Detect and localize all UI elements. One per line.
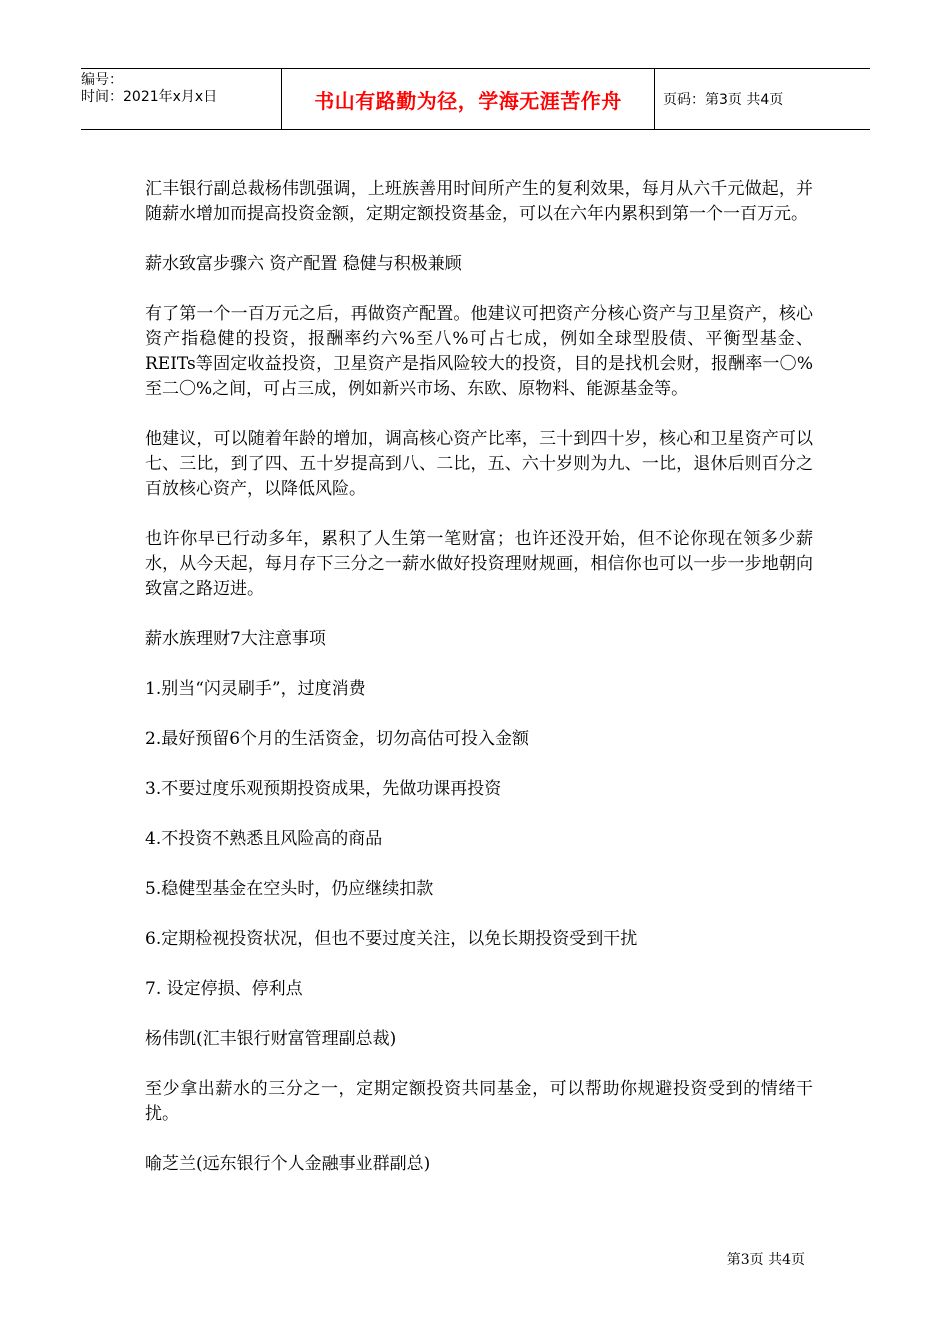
page-footer: 第3页 共4页 — [726, 1252, 805, 1268]
paragraph: 他建议，可以随着年龄的增加，调高核心资产比率，三十到四十岁，核心和卫星资产可以七、三比，到了四、五十岁提高到八、二比，五、六十岁则为九、一比，退休后则百分之百放核心资产，以降低风险。 — [145, 429, 813, 499]
list-item: 2.最好预留6个月的生活资金，切勿高估可投入金额 — [145, 729, 530, 749]
section-heading: 薪水族理财7大注意事项 — [145, 629, 326, 649]
header-date-label: 时间：2021年x月x日 — [81, 89, 218, 105]
header-page-label: 页码：第3页 共4页 — [663, 92, 784, 108]
header-meta-cell — [81, 69, 281, 129]
paragraph: 有了第一个一百万元之后，再做资产配置。他建议可把资产分核心资产与卫星资产，核心资产指稳健的投资，报酬率约六%至八%可占七成，例如全球型股债、平衡型基金、REITs等固定收益投资，卫星资产是指风险较大的投资，目的是找机会财，报酬率一〇%至二〇%之间，可占三成，例如新兴市场、东欧、原物料、能源基金等。 — [145, 304, 813, 399]
section-heading: 薪水致富步骤六 资产配置 稳健与积极兼顾 — [145, 254, 462, 274]
quote-attribution: 喻芝兰(远东银行个人金融事业群副总) — [145, 1154, 431, 1174]
header-number-label: 编号： — [81, 72, 123, 88]
quote-attribution: 杨伟凯(汇丰银行财富管理副总裁) — [145, 1029, 397, 1049]
document-body — [145, 177, 813, 1202]
quote-text: 至少拿出薪水的三分之一，定期定额投资共同基金，可以帮助你规避投资受到的情绪干扰。 — [145, 1079, 813, 1124]
list-item: 1.别当“闪灵刷手”，过度消费 — [145, 679, 366, 699]
list-item: 6.定期检视投资状况，但也不要过度关注，以免长期投资受到干扰 — [145, 929, 638, 949]
paragraph: 也许你早已行动多年，累积了人生第一笔财富；也许还没开始，但不论你现在领多少薪水，从今天起，每月存下三分之一薪水做好投资理财规画，相信你也可以一步一步地朝向致富之路迈进。 — [145, 529, 813, 599]
list-item: 3.不要过度乐观预期投资成果，先做功课再投资 — [145, 779, 502, 799]
paragraph: 汇丰银行副总裁杨伟凯强调，上班族善用时间所产生的复利效果，每月从六千元做起，并随薪水增加而提高投资金额，定期定额投资基金，可以在六年内累积到第一个一百万元。 — [145, 179, 813, 224]
document-header — [81, 68, 870, 130]
header-motto: 书山有路勤为径，学海无涯苦作舟 — [281, 69, 655, 129]
list-item: 7. 设定停损、停利点 — [145, 979, 303, 999]
list-item: 4.不投资不熟悉且风险高的商品 — [145, 829, 383, 849]
list-item: 5.稳健型基金在空头时，仍应继续扣款 — [145, 879, 434, 899]
